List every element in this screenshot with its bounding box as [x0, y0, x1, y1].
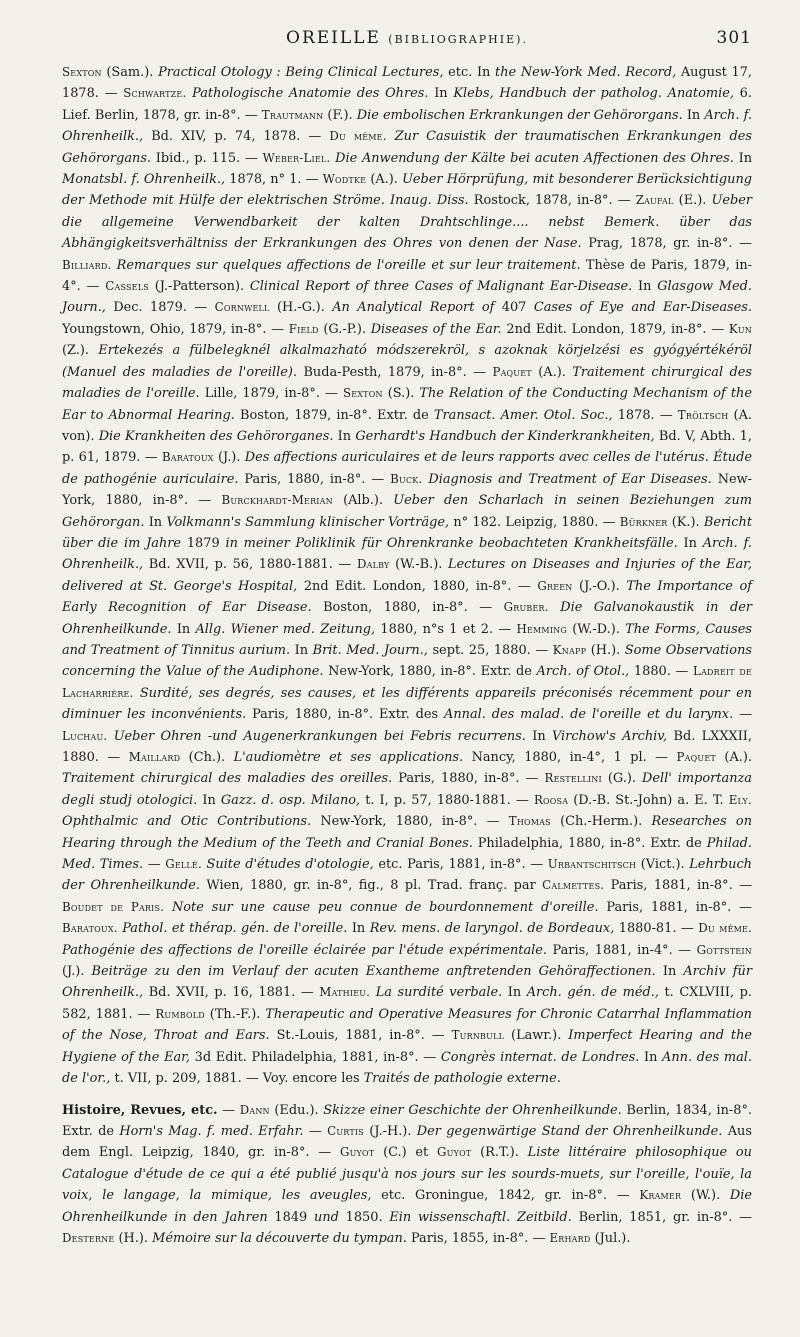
author-name: Gruber.	[503, 600, 549, 615]
author-name: Tröltsch	[677, 407, 729, 422]
author-name: Desterne	[62, 1230, 115, 1245]
citation-text: etc. Paris, 1881, in-8°. —	[373, 857, 548, 873]
title-text: The Importance of Early Recognition of Ear Disease.	[62, 578, 752, 616]
citation-text: Bd. XIV, p. 74, 1878. —	[143, 129, 330, 145]
title-text: Ueber Hörprüfung, mit besonderer Berücksichtigung der Methode mit Hülfe der elektrischen Ströme. Inaug. Diss.	[62, 172, 753, 209]
title-text: Ann. des mal. de l'or.,	[62, 1049, 752, 1087]
title-text: Transact. Amer. Otol. Soc.,	[433, 407, 613, 423]
title-text: Ueber die allgemeine Verwendbarkeit der kalten Drahtschlinge.... nebst Bemerk. über das Abhängigkeitsverhältniss der Erkrankungen des Ohres von denen der Nase.	[62, 193, 752, 252]
citation-text: (W.-B.).	[389, 557, 448, 573]
title-text: Brit. Med. Journ.,	[312, 642, 428, 658]
citation-text: New-York, 1880, in-8°. —	[62, 471, 752, 509]
citation-text: 2nd Edit. London, 1879, in-8°. —	[501, 321, 729, 337]
author-name: Hemming	[516, 621, 567, 636]
citation-text: Buda-Pesth, 1879, in-8°. —	[297, 364, 493, 380]
author-name: Kramer	[639, 1188, 682, 1203]
bibliography-body	[62, 62, 752, 1249]
title-text: Arch. f. Ohrenheilk.,	[62, 535, 752, 573]
citation-text: (Lawr.).	[504, 1028, 569, 1044]
title-text: Zur Casuistik der traumatischen Erkrankungen des Gehörorgans.	[62, 129, 752, 166]
author-name: Zaufal	[635, 193, 674, 208]
citation-text: (Sam.).	[101, 65, 159, 80]
author-name: Green	[537, 578, 573, 593]
author-name: Dann	[239, 1102, 270, 1117]
citation-text: Dec. 1879. —	[105, 300, 215, 316]
author-name: Guyot	[437, 1145, 472, 1160]
citation-text: —	[733, 707, 752, 723]
citation-text: Nancy, 1880, in-4°, 1 pl. —	[463, 750, 677, 765]
author-name: Erhard	[549, 1230, 591, 1245]
citation-text: (J.-H.).	[363, 1123, 417, 1139]
citation-text: (C.) et	[374, 1145, 438, 1161]
title-text: Traités de pathologie externe.	[363, 1071, 561, 1087]
title-text: Gazz. d. osp. Milano,	[220, 792, 361, 808]
citation-text: Aus dem Engl. Leipzig, 1840, gr. in-8°. —	[62, 1123, 752, 1161]
citation-text: (W.-D.).	[566, 621, 626, 637]
citation-text: —	[303, 1123, 328, 1139]
title-text: The Forms, Causes and Treatment of Tinnitus aurium.	[62, 621, 752, 658]
author-name: Sexton	[342, 386, 383, 401]
citation-text: 3d Edit. Philadelphia, 1881, in-8°. —	[190, 1049, 441, 1065]
title-text: Bericht über die im Jahre	[62, 514, 752, 551]
citation-text	[164, 900, 172, 915]
title-text: Note sur une cause peu connue de bourdonnement d'oreille.	[172, 899, 599, 915]
citation-text: Paris, 1881, in-8°. —	[598, 899, 752, 915]
author-name: Kun	[728, 321, 752, 336]
title-text: Arch. f. Ohrenheilk.,	[62, 107, 752, 145]
citation-text: Bd. XVII, p. 56, 1880-1881. —	[143, 557, 357, 573]
citation-text: 1880. —	[629, 664, 694, 680]
citation-text: In	[639, 1049, 663, 1065]
citation-text: t. VII, p. 209, 1881. — Voy. encore les	[110, 1071, 364, 1087]
author-name: Paquet	[492, 364, 532, 379]
citation-text: (H.).	[114, 1230, 153, 1246]
citation-text: In	[428, 86, 454, 102]
author-name: Roosa	[533, 792, 569, 807]
title-text: Pathologische Anatomie des Ohres.	[192, 86, 429, 102]
title-text: Diseases of the Ear.	[370, 321, 502, 337]
title-text: Ein wissenschaftl. Zeitbild.	[389, 1209, 572, 1225]
citation-text: In	[197, 792, 221, 808]
citation-text: In	[171, 621, 196, 637]
citation-text: Boston, 1880, in-8°. —	[311, 600, 504, 616]
author-name: Billiard.	[62, 257, 112, 272]
citation-text: In	[502, 985, 527, 1001]
title-text: Remarques sur quelques affections de l'oreille et sur leur traitement.	[116, 257, 581, 273]
citation-text: (W.).	[681, 1188, 730, 1204]
author-name: Boudet de Paris.	[62, 899, 165, 914]
page-number: 301	[716, 28, 752, 48]
author-name: Baratoux.	[62, 921, 118, 936]
citation-text: (A.).	[366, 172, 403, 188]
citation-text: (Jul.).	[590, 1230, 631, 1246]
citation-text: 1849	[267, 1209, 315, 1225]
citation-text: (E.).	[673, 193, 712, 209]
citation-text: Bd. LXXXII, 1880. —	[62, 728, 752, 765]
title-text: Ophthalmic and Otic Contributions.	[62, 814, 312, 830]
citation-text: Boston, 1879, in-8°. Extr. de	[234, 407, 434, 423]
title-text: Archiv für Ohrenheilk.,	[62, 964, 753, 1001]
citation-text: August 17, 1878. —	[62, 65, 752, 102]
title-text: The Relation of the Conducting Mechanism of the Ear to Abnormal Hearing.	[62, 386, 752, 423]
citation-text: 407	[494, 300, 534, 316]
title-text: Glasgow Med. Journ.,	[62, 279, 752, 316]
citation-text: In	[347, 921, 370, 937]
citation-text: Bd. V, Abth. 1, p. 61, 1879. —	[62, 428, 752, 466]
author-name: Gellé.	[165, 857, 202, 872]
citation-text: Philadelphia, 1880, in-8°. Extr. de	[472, 835, 707, 851]
citation-text: (J.).	[62, 964, 92, 980]
running-header	[62, 28, 752, 60]
title-text: Pathol. et thérap. gén. de l'oreille.	[122, 921, 348, 937]
citation-text: 1878, n° 1. —	[225, 172, 323, 188]
title-text: Die embolischen Erkrankungen der Gehörorgans.	[356, 107, 683, 123]
title-text: Allg. Wiener med. Zeitung,	[195, 621, 376, 637]
title-text: Researches on Hearing through the Medium of the Teeth and Cranial Bones.	[62, 814, 752, 851]
author-name: Restellini	[544, 771, 602, 786]
citation-text: (R.T.).	[471, 1145, 528, 1161]
title-text: L'audiomètre et ses applications.	[233, 750, 464, 765]
title-text: Der gegenwärtige Stand der Ohrenheilkunde.	[416, 1123, 723, 1139]
title-text: Suite d'études d'otologie,	[206, 857, 374, 873]
citation-text: Ibid., p. 115. —	[151, 150, 263, 166]
citation-text: In	[290, 642, 313, 658]
author-name: Thomas	[508, 814, 551, 829]
citation-text: Thèse de Paris, 1879, in-4°. —	[62, 257, 752, 295]
author-name: Weber-Liel.	[262, 150, 331, 165]
author-name: Du même.	[329, 129, 387, 144]
citation-text: —	[217, 1102, 240, 1118]
title-text: Lehrbuch der Ohrenheilkunde.	[62, 857, 752, 894]
title-text: Arch. of Otol.,	[536, 664, 630, 680]
citation-text: (A.).	[715, 750, 752, 765]
citation-text: (H.).	[586, 642, 625, 658]
title-text: Cases of Eye and Ear-Diseases.	[533, 300, 752, 316]
author-name: Knapp	[552, 642, 587, 657]
citation-text	[549, 600, 561, 615]
citation-text	[387, 129, 395, 144]
title-text: Die Galvanokaustik in der Ohrenheilkunde.	[62, 600, 752, 637]
author-name: Calmettes.	[542, 878, 605, 893]
author-name: Mathieu.	[319, 985, 371, 1000]
citation-text: (F.).	[323, 107, 357, 123]
citation-text: (Vict.).	[636, 857, 690, 873]
title-text: Arch. gén. de méd.,	[526, 985, 659, 1001]
author-name: Ely.	[728, 792, 752, 807]
author-name: Burckhardt-Merian	[221, 493, 333, 508]
author-name: Field	[288, 321, 319, 336]
title-text: Diagnosis and Treatment of Ear Diseases.	[428, 471, 712, 487]
title-text: Die Krankheiten des Gehörorganes.	[98, 428, 334, 444]
citation-text: t. CXLVIII, p. 582, 1881. —	[62, 985, 752, 1022]
citation-text: (Alb.).	[332, 493, 394, 509]
citation-text: (Th.-F.).	[204, 1006, 266, 1022]
title-text: Die Anwendung der Kälte bei acuten Affectionen des Ohres.	[335, 150, 734, 166]
citation-text: In	[733, 150, 752, 166]
citation-text: Paris, 1881, in-8°. —	[604, 878, 752, 894]
citation-text: n° 182. Leipzig, 1880. —	[449, 514, 620, 530]
citation-text: 1880, n°s 1 et 2. —	[375, 621, 517, 637]
author-name: Wodtke	[322, 172, 367, 187]
citation-text: 1878. —	[612, 407, 678, 423]
citation-text: (J.-Patterson).	[148, 279, 250, 295]
author-name: Turnbull	[451, 1028, 505, 1043]
citation-text: (S.).	[382, 386, 420, 402]
title-text: Beiträge zu den im Verlauf der acuten Exantheme anftretenden Gehöraffectionen.	[91, 964, 656, 980]
citation-text: (Ch.).	[180, 750, 234, 765]
author-name: Guyot	[339, 1145, 375, 1160]
citation-text: New-York, 1880, in-8°. Extr. de	[323, 664, 537, 680]
title-text: Philad. Med. Times.	[62, 835, 752, 873]
citation-text: In	[333, 428, 356, 444]
title-text: Ueber Ohren -und Augenerkrankungen bei Febris recurrens.	[113, 728, 526, 744]
title-text: und	[314, 1209, 339, 1225]
author-name: Luchau.	[62, 728, 108, 743]
citation-text: Youngstown, Ohio, 1879, in-8°. —	[62, 321, 289, 337]
title-text: Des affections auriculaires et de leurs rapports avec celles de l'utérus. Étude de pathogénie auriculaire.	[62, 450, 752, 487]
title-text: Mémoire sur la découverte du tympan.	[152, 1230, 407, 1246]
citation-text: Bd. XVII, p. 16, 1881. —	[143, 985, 320, 1001]
author-name: Maillard	[128, 750, 181, 764]
history-reviews-paragraph	[62, 1100, 752, 1250]
title-text: Rev. mens. de laryngol. de Bordeaux,	[369, 921, 615, 937]
title-text: Virchow's Archiv,	[551, 728, 668, 744]
title-text: Die Ohrenheilkunde in den Jahren	[62, 1188, 753, 1225]
citation-text: Prag, 1878, gr. in-8°. —	[581, 236, 752, 252]
citation-text: etc. Groningue, 1842, gr. in-8°. —	[371, 1188, 640, 1204]
citation-text: In	[677, 535, 703, 551]
citation-text: (K.).	[667, 514, 704, 530]
citation-text: 2nd Edit. London, 1880, in-8°. —	[297, 578, 538, 594]
title-text: Clinical Report of three Cases of Malignant Ear-Disease.	[249, 279, 633, 295]
citation-text: Wien, 1880, gr. in-8°, fig., 8 pl. Trad. franç. par	[200, 878, 543, 894]
author-name: Buck.	[390, 471, 423, 486]
citation-text: (G.).	[601, 771, 643, 787]
author-name: Baratoux	[161, 450, 214, 465]
header-subtitle: (BIBLIOGRAPHIE).	[388, 33, 528, 46]
author-name: Cornwell	[214, 300, 270, 315]
citation-text: (Edu.).	[269, 1102, 324, 1118]
citation-text: (D.-B. St.-John) a. E. T.	[568, 792, 729, 808]
citation-text: In	[655, 964, 684, 980]
author-name: Trautmann	[261, 107, 324, 122]
author-name: Cassels	[105, 279, 149, 294]
author-name: Du même.	[698, 921, 752, 936]
citation-text: (Ch.-Herm.).	[550, 814, 652, 830]
citation-text: etc. In	[443, 65, 496, 80]
citation-text: 1880-81. —	[614, 921, 699, 937]
citation-text: 6. Lief. Berlin, 1878, gr. in-8°. —	[62, 86, 752, 123]
title-text: Traitement chirurgical des maladies des oreilles.	[62, 771, 393, 787]
citation-text: —	[143, 857, 166, 873]
citation-text: In	[525, 728, 552, 744]
title-text: Skizze einer Geschichte der Ohrenheilkunde.	[323, 1102, 622, 1118]
title-text: Lectures on Diseases and Injuries of the Ear, delivered at St. George's Hospital,	[62, 557, 753, 594]
author-name: Gottstein	[696, 942, 752, 957]
citation-text: (A.).	[531, 364, 573, 380]
title-text: Gerhardt's Handbuch der Kinderkrankheiten,	[355, 428, 655, 444]
citation-text: Berlin, 1834, in-8°. Extr. de	[62, 1102, 752, 1139]
title-text: Klebs, Handbuch der patholog. Anatomie,	[453, 86, 734, 102]
citation-text: (Z.).	[62, 343, 99, 359]
title-text: La surdité verbale.	[375, 985, 503, 1001]
title-text: Dell' importanza degli studj otologici.	[62, 771, 752, 808]
title-text: Therapeutic and Operative Measures for Chronic Catarrhal Inflammation of the Nose, Throat and Ears.	[62, 1006, 752, 1044]
title-text: Annal. des malad. de l'oreille et du larynx.	[444, 707, 734, 723]
title-text: Practical Otology : Being Clinical Lectures,	[158, 65, 444, 80]
title-text: Some Observations concerning the Value of the Audiphone.	[62, 642, 752, 680]
title-text: Surdité, ses degrés, ses causes, et les différents appareils préconisés récemment pour en diminuer les inconvénients.	[62, 685, 752, 723]
citation-text: 1879	[181, 535, 226, 551]
title-text: Congrès internat. de Londres.	[440, 1049, 640, 1065]
author-name: Urbantschitsch	[547, 857, 637, 872]
title-text: Ueber den Scharlach in seinen Beziehungen zum Gehörorgan.	[62, 493, 752, 530]
citation-text: Paris, 1881, in-4°. —	[547, 942, 697, 958]
citation-text: (A. von).	[62, 407, 752, 444]
author-name: Rumbold	[155, 1006, 205, 1021]
header-title: OREILLE	[286, 28, 381, 48]
title-text: Imperfect Hearing and the Hygiene of the Ear,	[62, 1028, 752, 1065]
citation-text: Berlin, 1851, gr. in-8°. —	[571, 1209, 753, 1225]
title-text: Traitement chirurgical des maladies de l'oreille.	[62, 364, 752, 402]
title-text: Horn's Mag. f. med. Erfahr.	[119, 1123, 304, 1139]
section-heading: Histoire, Revues, etc.	[62, 1102, 218, 1118]
author-name: Bürkner	[619, 514, 668, 529]
author-name: Paquet	[676, 750, 716, 764]
citation-text: Paris, 1855, in-8°. —	[406, 1230, 550, 1246]
citation-text: New-York, 1880, in-8°. —	[311, 814, 509, 830]
author-name: Schwartze.	[123, 86, 187, 101]
title-text: in meiner Poliklinik für Ohrenkranke beobachteten Krankheitsfälle.	[225, 535, 678, 551]
citation-text: Paris, 1880, in-8°. —	[238, 471, 391, 487]
citation-text: Paris, 1880, in-8°. —	[392, 771, 545, 787]
citation-text: sept. 25, 1880. —	[427, 642, 553, 658]
title-text: An Analytical Report of	[332, 300, 495, 316]
author-name: Curtis	[327, 1123, 364, 1138]
author-name: Ladreit de Lacharrière.	[62, 664, 752, 700]
title-text: Pathogénie des affections de l'oreille éclairée par l'étude expérimentale.	[62, 942, 548, 958]
citation-text: In	[632, 279, 658, 295]
citation-text: (J.-O.).	[572, 578, 627, 594]
author-name: Dalby	[356, 557, 390, 572]
citation-text: (G.-P.).	[318, 321, 371, 337]
citation-text: 1850.	[338, 1209, 390, 1225]
title-text: Ertekezés a fülbelegknél alkalmazható módszerekröl, s azoknak körjelzési es gyógyértékéröl (Manuel des maladies de l'oreille).	[62, 343, 752, 380]
citation-text: Rostock, 1878, in-8°. —	[468, 193, 636, 209]
author-name: Sexton	[62, 65, 102, 79]
title-text: the New-York Med. Record,	[495, 65, 677, 80]
bibliography-paragraph	[62, 62, 752, 1090]
citation-text: (J.).	[213, 450, 245, 466]
title-text: Monatsbl. f. Ohrenheilk.,	[62, 172, 226, 188]
citation-text: Paris, 1880, in-8°. Extr. des	[246, 707, 445, 723]
citation-text: In	[682, 107, 705, 123]
title-text: Volkmann's Sammlung klinischer Vorträge,	[166, 514, 450, 530]
citation-text: Lille, 1879, in-8°. —	[199, 386, 343, 402]
title-text: Liste littéraire philosophique ou Catalogue d'étude de ce qui a été publié jusqu'à nos jours sur les sourds-muets, sur l'oreille, l'ouïe, la voix, le langage, la mimique, les aveugles,	[62, 1145, 752, 1204]
citation-text: (H.-G.).	[269, 300, 333, 316]
citation-text: St.-Louis, 1881, in-8°. —	[269, 1028, 452, 1044]
citation-text: In	[144, 514, 167, 530]
citation-text: t. I, p. 57, 1880-1881. —	[360, 792, 534, 808]
